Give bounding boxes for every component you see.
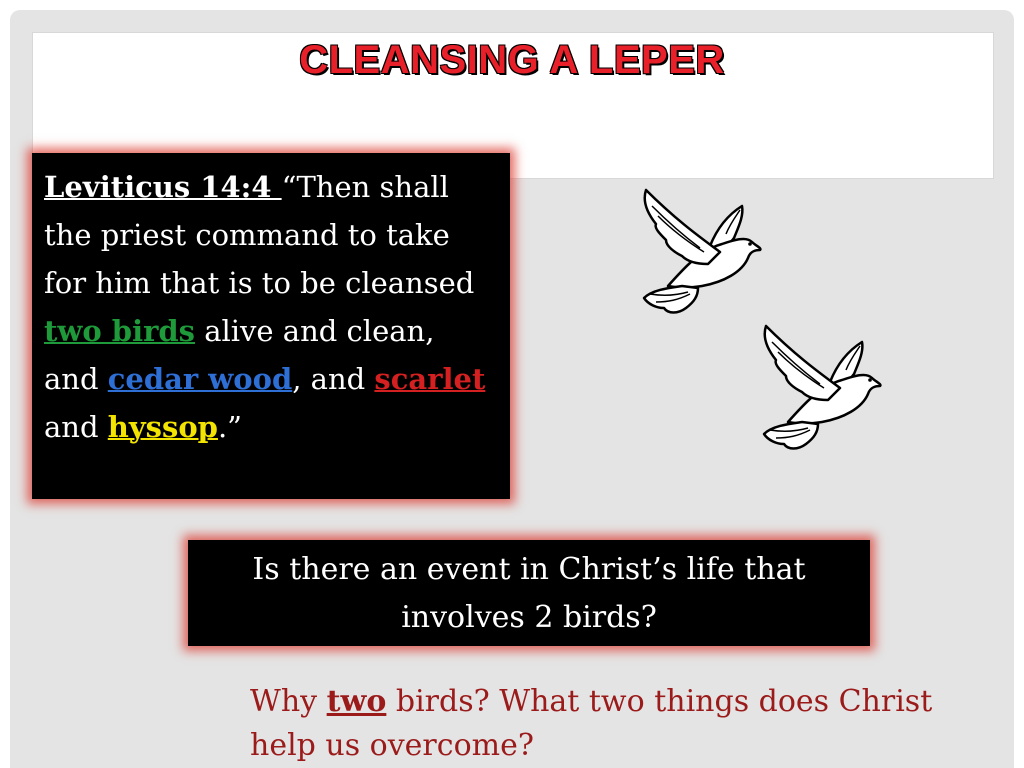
keyword-cedar-wood: cedar wood	[107, 362, 293, 396]
bottom-line-1	[250, 680, 1020, 724]
dove-icon	[638, 186, 766, 320]
question-text: Is there an event in Christ’s life that involves 2 birds?	[252, 552, 806, 635]
verse-box	[32, 153, 510, 499]
keyword-hyssop: hyssop	[107, 410, 218, 444]
bottom-text-1: Why	[250, 684, 327, 719]
slide-title: CLEANSING A LEPER	[299, 38, 725, 82]
verse-text-4: and	[44, 410, 108, 444]
verse-text-2: alive and clean, and	[44, 314, 435, 396]
verse-reference: Leviticus 14:4	[44, 170, 282, 204]
bottom-question	[250, 680, 1020, 768]
bottom-text-2: birds? What two things does Christ	[386, 684, 933, 719]
verse-text-5: .”	[217, 410, 243, 444]
question-box	[188, 540, 870, 646]
verse-text-1: “Then shall the priest command to take for him that is to be cleansed	[44, 170, 475, 300]
keyword-scarlet: scarlet	[374, 362, 486, 396]
keyword-two: two	[326, 684, 387, 719]
verse-text-3: , and	[292, 362, 375, 396]
bottom-line-2: help us overcome?	[250, 728, 534, 763]
dove-icon	[758, 322, 886, 456]
keyword-two-birds: two birds	[44, 314, 195, 348]
